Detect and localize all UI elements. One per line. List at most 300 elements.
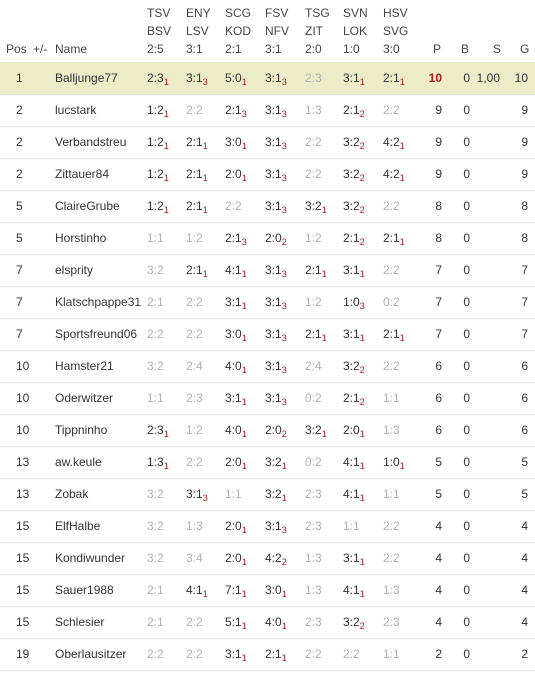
tip-cell — [147, 158, 169, 190]
tip-points: 1 — [241, 557, 247, 567]
tip-score: 2:3 — [305, 487, 322, 501]
tip-score: 2:1 — [343, 391, 360, 405]
tip-cell — [383, 286, 400, 318]
points-cell: 8 — [435, 199, 442, 213]
match-home: TSG — [305, 6, 330, 20]
tip-points: 1 — [399, 333, 405, 343]
tip-score: 2:2 — [225, 199, 242, 213]
tip-score: 3:1 — [343, 551, 360, 565]
tip-score: 4:0 — [265, 615, 282, 629]
tip-cell — [147, 606, 164, 638]
total-cell: 5 — [521, 455, 528, 469]
tip-score: 2:2 — [186, 615, 203, 629]
s-cell — [474, 382, 500, 414]
tip-score: 1:3 — [383, 423, 400, 437]
tip-score: 3:2 — [147, 519, 164, 533]
tip-score: 3:2 — [305, 423, 322, 437]
tip-points: 1 — [202, 141, 208, 151]
tip-points: 1 — [321, 429, 327, 439]
s-header[interactable]: S — [493, 42, 502, 56]
player-name[interactable]: Oberlausitzer — [55, 647, 127, 661]
points-cell: 9 — [435, 135, 442, 149]
tip-cell — [225, 638, 247, 670]
bonus-cell: 0 — [463, 647, 470, 661]
bonus-cell: 0 — [463, 487, 470, 501]
table-row[interactable] — [0, 126, 535, 159]
tip-score: 1:3 — [186, 519, 203, 533]
tip-cell — [343, 382, 365, 414]
tip-cell — [147, 510, 164, 542]
table-row[interactable] — [0, 190, 535, 223]
tip-cell — [265, 350, 287, 382]
match-result: 3:1 — [265, 42, 282, 56]
tip-points: 1 — [281, 589, 287, 599]
match-result: 3:0 — [383, 42, 400, 56]
tip-points: 1 — [359, 493, 365, 503]
points-cell: 4 — [435, 583, 442, 597]
table-row[interactable] — [0, 254, 535, 287]
rank-cell: 7 — [16, 263, 23, 277]
tip-score: 3:2 — [147, 487, 164, 501]
player-name[interactable]: ClaireGrube — [55, 199, 120, 213]
tip-cell — [225, 574, 247, 606]
tip-cell — [265, 382, 287, 414]
total-cell: 9 — [521, 135, 528, 149]
s-cell — [474, 350, 500, 382]
tip-points: 2 — [359, 141, 365, 151]
s-cell — [474, 606, 500, 638]
tip-score: 2:0 — [343, 423, 360, 437]
tip-cell — [147, 94, 169, 126]
tip-cell — [265, 542, 287, 574]
table-row[interactable] — [0, 382, 535, 415]
tip-cell — [225, 286, 247, 318]
tip-cell — [343, 446, 365, 478]
table-row[interactable] — [0, 94, 535, 127]
tip-cell — [383, 542, 400, 574]
tip-points: 1 — [163, 77, 169, 87]
total-header[interactable]: G — [520, 42, 530, 56]
points-cell: 4 — [435, 519, 442, 533]
tip-cell — [186, 254, 208, 286]
table-row[interactable] — [0, 606, 535, 639]
s-cell — [474, 286, 500, 318]
tip-cell — [383, 62, 405, 94]
player-name[interactable]: Zittauer84 — [55, 167, 110, 181]
rank-cell: 10 — [16, 359, 30, 373]
tip-score: 2:2 — [383, 551, 400, 565]
tip-cell — [147, 222, 164, 254]
tip-score: 1:2 — [305, 231, 322, 245]
tip-cell — [343, 286, 365, 318]
points-cell: 4 — [435, 551, 442, 565]
tip-cell — [383, 318, 405, 350]
tip-cell — [147, 382, 164, 414]
bonus-cell: 0 — [463, 519, 470, 533]
s-cell — [474, 510, 500, 542]
tip-cell — [147, 478, 164, 510]
tip-cell — [383, 606, 400, 638]
player-name[interactable]: Kondiwunder — [55, 551, 126, 565]
tip-cell — [225, 350, 247, 382]
s-cell — [474, 574, 500, 606]
table-row[interactable] — [0, 574, 535, 607]
tip-score: 2:2 — [383, 519, 400, 533]
tip-score: 4:0 — [225, 359, 242, 373]
tip-score: 1:3 — [305, 551, 322, 565]
tip-score: 3:2 — [147, 359, 164, 373]
tip-points: 1 — [399, 77, 405, 87]
player-name[interactable]: Balljunge77 — [55, 71, 118, 85]
tip-points: 2 — [281, 237, 287, 247]
tip-cell — [343, 542, 365, 574]
player-name[interactable]: elsprity — [55, 263, 94, 277]
tip-cell — [383, 254, 400, 286]
s-cell — [474, 446, 500, 478]
match-result: 2:1 — [225, 42, 242, 56]
tip-score: 3:1 — [265, 135, 282, 149]
tip-cell — [147, 62, 169, 94]
tip-score: 4:1 — [186, 583, 203, 597]
tip-score: 1:3 — [383, 583, 400, 597]
tip-points: 1 — [163, 461, 169, 471]
tip-cell — [343, 574, 365, 606]
table-row[interactable] — [0, 318, 535, 351]
tip-points: 1 — [241, 589, 247, 599]
s-cell — [474, 414, 500, 446]
points-cell: 9 — [435, 167, 442, 181]
tip-cell — [147, 446, 169, 478]
rank-cell: 13 — [16, 455, 30, 469]
tip-score: 1:2 — [305, 295, 322, 309]
tip-points: 1 — [399, 237, 405, 247]
bonus-cell: 0 — [463, 327, 470, 341]
tip-points: 1 — [241, 365, 247, 375]
tip-cell — [383, 446, 405, 478]
tip-score: 1:1 — [383, 391, 400, 405]
tip-score: 5:0 — [225, 71, 242, 85]
match-header[interactable] — [225, 4, 251, 58]
tip-cell — [383, 126, 405, 158]
tip-cell — [265, 318, 287, 350]
match-home: ENY — [186, 6, 211, 20]
tip-points: 2 — [281, 557, 287, 567]
rank-cell: 19 — [16, 647, 30, 661]
tip-score: 2:2 — [147, 647, 164, 661]
tip-points: 1 — [281, 493, 287, 503]
player-name[interactable]: Oderwitzer — [55, 391, 114, 405]
tip-cell — [225, 510, 247, 542]
player-name[interactable]: lucstark — [55, 103, 97, 117]
s-cell — [474, 254, 500, 286]
tip-cell — [343, 478, 365, 510]
bonus-cell: 0 — [463, 295, 470, 309]
tip-points: 1 — [281, 621, 287, 631]
tip-cell — [186, 62, 208, 94]
tip-cell — [225, 542, 247, 574]
tip-cell — [186, 510, 203, 542]
player-name[interactable]: Klatschpappe31 — [55, 295, 142, 309]
player-name[interactable]: ElfHalbe — [55, 519, 101, 533]
tip-cell — [225, 318, 247, 350]
tip-cell — [147, 254, 164, 286]
table-row[interactable] — [0, 510, 535, 543]
tip-cell — [225, 382, 247, 414]
tip-cell — [305, 478, 322, 510]
tip-score: 2:0 — [265, 423, 282, 437]
tip-points: 2 — [359, 173, 365, 183]
tip-score: 3:2 — [147, 551, 164, 565]
table-row[interactable] — [0, 350, 535, 383]
match-header[interactable] — [305, 4, 330, 58]
table-row[interactable] — [0, 446, 535, 479]
tip-score: 3:1 — [186, 487, 203, 501]
name-header[interactable]: Name — [55, 42, 88, 56]
tip-cell — [265, 414, 287, 446]
points-header[interactable]: P — [433, 42, 442, 56]
tip-points: 2 — [359, 621, 365, 631]
tip-points: 1 — [281, 461, 287, 471]
tip-cell — [343, 158, 365, 190]
tip-score: 2:0 — [225, 551, 242, 565]
table-row[interactable] — [0, 286, 535, 319]
tip-score: 2:2 — [383, 359, 400, 373]
tip-score: 2:1 — [305, 327, 322, 341]
tip-score: 3:1 — [225, 391, 242, 405]
tip-score: 3:0 — [225, 135, 242, 149]
tip-cell — [383, 94, 400, 126]
tip-points: 1 — [241, 333, 247, 343]
points-cell: 6 — [435, 359, 442, 373]
tip-score: 2:3 — [383, 615, 400, 629]
tip-cell — [147, 638, 164, 670]
tip-points: 1 — [163, 205, 169, 215]
tip-score: 3:2 — [265, 487, 282, 501]
tip-cell — [343, 254, 365, 286]
table-row[interactable] — [0, 414, 535, 447]
match-header[interactable] — [265, 4, 289, 58]
tip-cell — [383, 350, 400, 382]
tip-score: 2:2 — [186, 647, 203, 661]
match-result: 2:0 — [305, 42, 322, 56]
tip-points: 1 — [241, 461, 247, 471]
tip-points: 1 — [241, 621, 247, 631]
bonus-header[interactable]: B — [461, 42, 470, 56]
tip-score: 2:1 — [343, 231, 360, 245]
tip-cell — [305, 542, 322, 574]
tip-cell — [305, 382, 322, 414]
bonus-cell: 0 — [463, 359, 470, 373]
player-name[interactable]: Zobak — [55, 487, 89, 501]
tip-score: 1:2 — [147, 167, 164, 181]
tip-score: 1:3 — [305, 583, 322, 597]
tip-score: 2:1 — [383, 71, 400, 85]
match-home: HSV — [383, 6, 408, 20]
table-row[interactable] — [0, 478, 535, 511]
match-away: SVG — [383, 24, 409, 38]
tip-cell — [343, 318, 365, 350]
total-cell: 4 — [521, 519, 528, 533]
tip-cell — [265, 446, 287, 478]
tip-score: 2:2 — [343, 647, 360, 661]
tip-points: 1 — [241, 653, 247, 663]
tip-points: 1 — [202, 205, 208, 215]
tip-cell — [186, 350, 203, 382]
tip-score: 1:1 — [343, 519, 360, 533]
tip-score: 3:1 — [343, 71, 360, 85]
tip-cell — [147, 286, 164, 318]
tip-score: 4:1 — [225, 263, 242, 277]
tip-points: 2 — [359, 365, 365, 375]
table-row[interactable] — [0, 158, 535, 191]
player-name[interactable]: Verbandstreu — [55, 135, 127, 149]
tip-score: 2:2 — [186, 103, 203, 117]
bonus-cell: 0 — [463, 135, 470, 149]
s-cell — [474, 318, 500, 350]
total-cell: 4 — [521, 583, 528, 597]
tip-cell — [305, 414, 327, 446]
tip-score: 4:2 — [383, 135, 400, 149]
tip-points: 1 — [359, 461, 365, 471]
tip-cell — [383, 382, 400, 414]
table-row[interactable] — [0, 638, 535, 671]
tip-points: 3 — [281, 301, 287, 311]
points-cell: 2 — [435, 647, 442, 661]
tip-cell — [265, 94, 287, 126]
match-home: TSV — [147, 6, 171, 20]
tip-cell — [147, 126, 169, 158]
total-cell: 7 — [521, 295, 528, 309]
match-header[interactable] — [383, 4, 408, 58]
tip-cell — [186, 638, 203, 670]
player-name[interactable]: Tippninho — [55, 423, 108, 437]
player-name[interactable]: aw.keule — [55, 455, 102, 469]
tip-score: 4:1 — [343, 455, 360, 469]
tip-cell — [265, 638, 287, 670]
bonus-cell: 0 — [463, 167, 470, 181]
tip-cell — [265, 510, 287, 542]
tip-score: 2:0 — [225, 519, 242, 533]
tip-cell — [305, 574, 322, 606]
tip-points: 1 — [241, 429, 247, 439]
table-row[interactable] — [0, 222, 535, 255]
table-row[interactable] — [0, 62, 535, 95]
match-away: LSV — [186, 24, 209, 38]
tip-cell — [343, 190, 365, 222]
points-cell: 8 — [435, 231, 442, 245]
tip-score: 3:0 — [265, 583, 282, 597]
rank-cell: 2 — [16, 135, 23, 149]
s-cell — [474, 126, 500, 158]
player-name[interactable]: Schlesier — [55, 615, 105, 629]
tip-cell — [225, 414, 247, 446]
tip-points: 1 — [321, 269, 327, 279]
total-cell: 10 — [514, 71, 528, 85]
total-cell: 6 — [521, 359, 528, 373]
tip-score: 2:1 — [186, 135, 203, 149]
player-name[interactable]: Sportsfreund06 — [55, 327, 138, 341]
tip-points: 1 — [321, 205, 327, 215]
tip-score: 3:2 — [343, 199, 360, 213]
tip-score: 1:2 — [186, 231, 203, 245]
tip-points: 1 — [359, 557, 365, 567]
tip-score: 2:2 — [305, 135, 322, 149]
match-header[interactable] — [343, 4, 368, 58]
tip-score: 1:1 — [225, 487, 242, 501]
tip-cell — [305, 94, 322, 126]
tip-cell — [383, 574, 400, 606]
tip-cell — [186, 478, 208, 510]
tip-score: 2:2 — [186, 327, 203, 341]
tip-cell — [225, 254, 247, 286]
player-name[interactable]: Horstinho — [55, 231, 107, 245]
tip-score: 2:1 — [383, 327, 400, 341]
tip-points: 2 — [359, 397, 365, 407]
tip-score: 2:1 — [147, 295, 164, 309]
tip-points: 3 — [281, 77, 287, 87]
rank-cell: 5 — [16, 199, 23, 213]
s-cell — [474, 190, 500, 222]
tip-points: 1 — [241, 525, 247, 535]
tip-cell — [305, 190, 327, 222]
rank-cell: 15 — [16, 519, 30, 533]
tip-score: 5:1 — [225, 615, 242, 629]
tip-score: 3:1 — [265, 519, 282, 533]
tip-cell — [343, 606, 365, 638]
tip-score: 1:0 — [383, 455, 400, 469]
tip-score: 1:1 — [147, 231, 164, 245]
tip-cell — [186, 414, 203, 446]
tip-score: 2:1 — [343, 103, 360, 117]
tip-cell — [186, 574, 208, 606]
player-name[interactable]: Hamster21 — [55, 359, 114, 373]
match-away: ZIT — [305, 24, 323, 38]
tip-score: 4:1 — [343, 583, 360, 597]
s-cell: 1,00 — [476, 71, 500, 85]
tip-cell — [186, 222, 203, 254]
rank-cell: 10 — [16, 391, 30, 405]
points-cell: 6 — [435, 391, 442, 405]
tip-score: 3:4 — [186, 551, 203, 565]
table-row[interactable] — [0, 542, 535, 575]
tip-score: 2:2 — [186, 295, 203, 309]
tip-cell — [186, 382, 203, 414]
tip-score: 2:3 — [305, 615, 322, 629]
rank-cell: 10 — [16, 423, 30, 437]
tip-score: 3:2 — [305, 199, 322, 213]
tip-points: 1 — [202, 589, 208, 599]
tip-points: 3 — [202, 77, 208, 87]
tip-cell — [225, 190, 242, 222]
tip-score: 2:3 — [305, 71, 322, 85]
tip-score: 2:1 — [305, 263, 322, 277]
tip-points: 1 — [359, 429, 365, 439]
match-away: KOD — [225, 24, 252, 38]
match-header[interactable] — [147, 4, 171, 58]
tip-cell — [225, 94, 247, 126]
total-cell: 9 — [521, 167, 528, 181]
tip-points: 1 — [241, 301, 247, 311]
match-header[interactable] — [186, 4, 211, 58]
tip-score: 3:2 — [343, 615, 360, 629]
tip-score: 2:1 — [147, 583, 164, 597]
player-name[interactable]: Sauer1988 — [55, 583, 114, 597]
tip-cell — [305, 318, 327, 350]
tip-points: 3 — [281, 269, 287, 279]
tip-score: 3:1 — [343, 327, 360, 341]
tip-points: 2 — [359, 205, 365, 215]
tip-cell — [305, 286, 322, 318]
